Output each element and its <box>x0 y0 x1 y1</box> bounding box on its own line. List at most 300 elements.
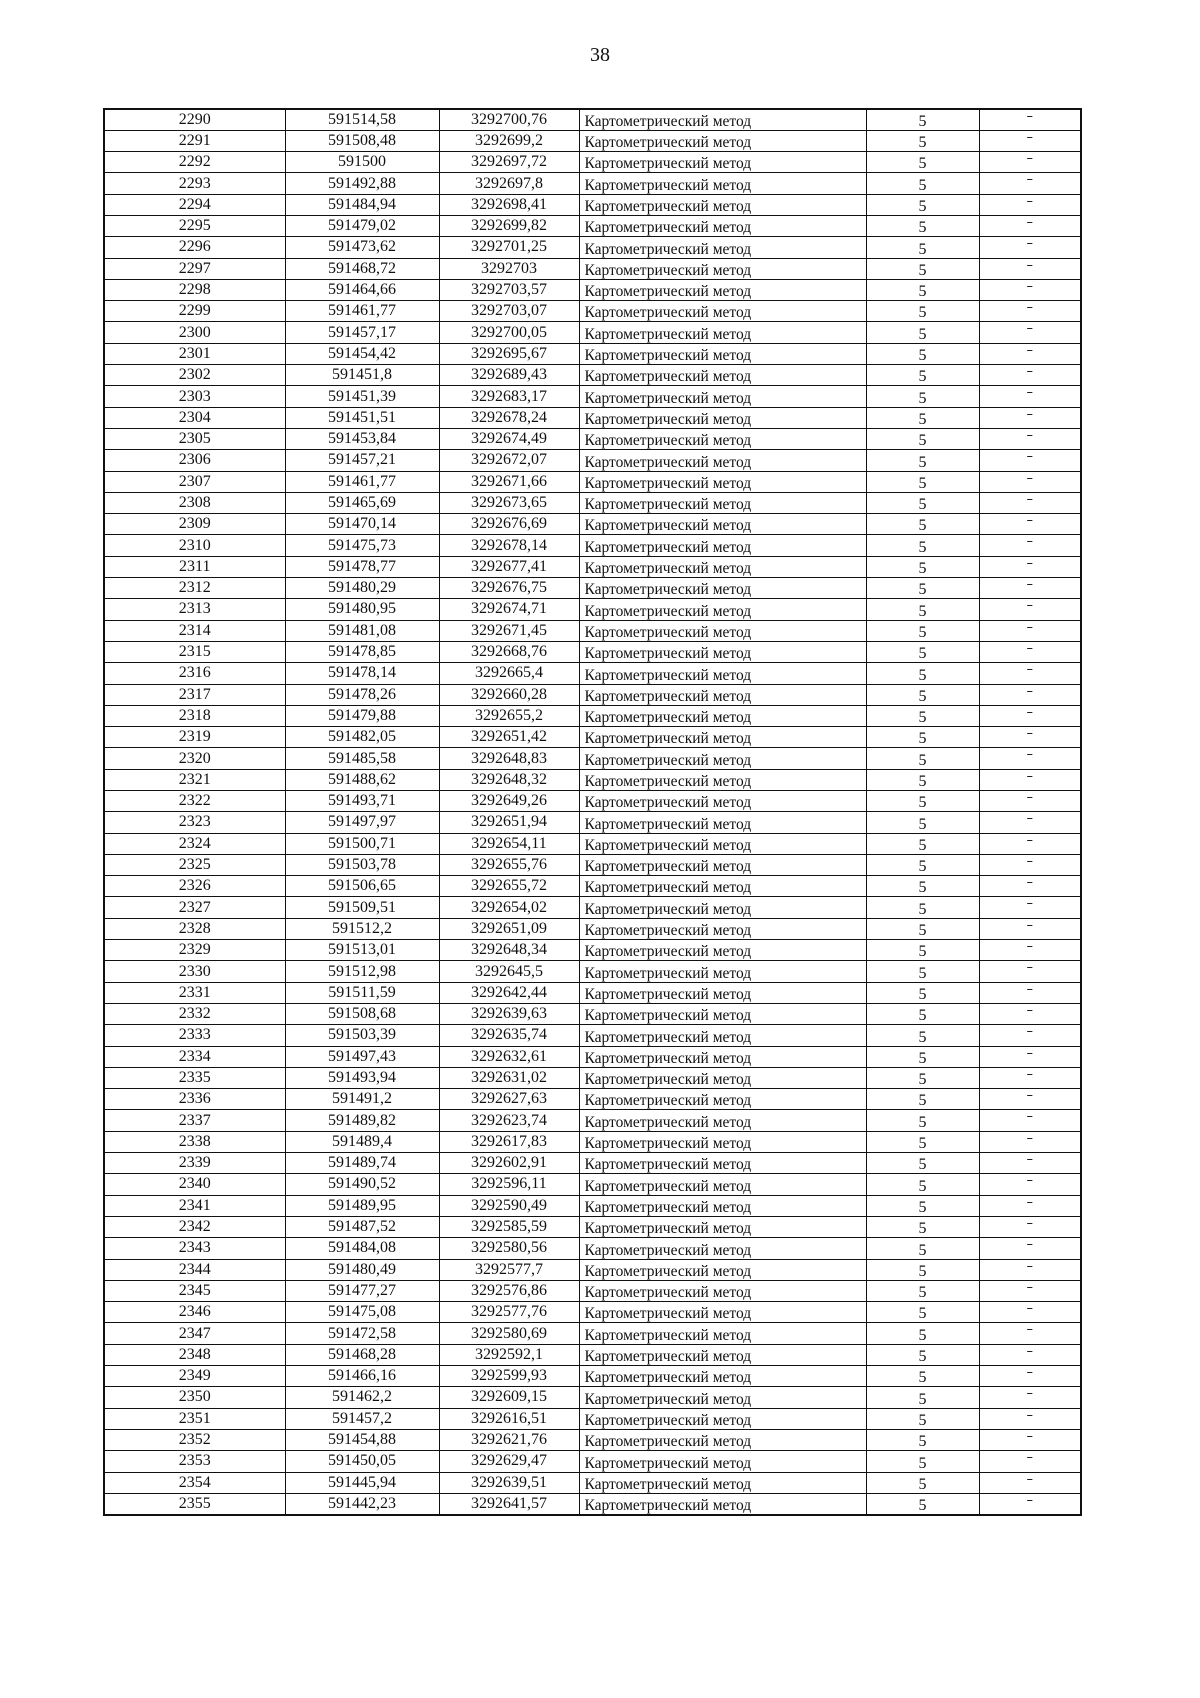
y-coordinate-cell: 3292596,11 <box>439 1174 579 1195</box>
table-row <box>104 1195 1081 1216</box>
accuracy-cell: 5 <box>866 492 979 513</box>
point-number-cell: 2354 <box>104 1472 285 1493</box>
method-cell: Картометрический метод <box>579 791 866 812</box>
table-row <box>104 1323 1081 1344</box>
description-cell: – <box>979 194 1081 215</box>
y-coordinate-cell: 3292627,63 <box>439 1089 579 1110</box>
x-coordinate-cell: 591489,4 <box>285 1131 439 1152</box>
description-cell: – <box>979 705 1081 726</box>
x-coordinate-cell: 591472,58 <box>285 1323 439 1344</box>
point-number-cell: 2345 <box>104 1280 285 1301</box>
method-cell: Картометрический метод <box>579 1493 866 1514</box>
point-number-cell: 2337 <box>104 1110 285 1131</box>
y-coordinate-cell: 3292699,2 <box>439 130 579 151</box>
y-coordinate-cell: 3292678,14 <box>439 535 579 556</box>
point-number-cell: 2347 <box>104 1323 285 1344</box>
x-coordinate-cell: 591480,95 <box>285 599 439 620</box>
x-coordinate-cell: 591493,94 <box>285 1067 439 1088</box>
accuracy-cell: 5 <box>866 1089 979 1110</box>
y-coordinate-cell: 3292651,94 <box>439 812 579 833</box>
x-coordinate-cell: 591506,65 <box>285 876 439 897</box>
description-cell: – <box>979 918 1081 939</box>
description-cell: – <box>979 152 1081 173</box>
method-cell: Картометрический метод <box>579 1067 866 1088</box>
point-number-cell: 2305 <box>104 428 285 449</box>
point-number-cell: 2291 <box>104 130 285 151</box>
x-coordinate-cell: 591453,84 <box>285 428 439 449</box>
table-row <box>104 1025 1081 1046</box>
x-coordinate-cell: 591475,73 <box>285 535 439 556</box>
method-cell: Картометрический метод <box>579 535 866 556</box>
table-row <box>104 1089 1081 1110</box>
y-coordinate-cell: 3292671,66 <box>439 471 579 492</box>
accuracy-cell: 5 <box>866 1429 979 1450</box>
point-number-cell: 2333 <box>104 1025 285 1046</box>
y-coordinate-cell: 3292617,83 <box>439 1131 579 1152</box>
method-cell: Картометрический метод <box>579 1472 866 1493</box>
y-coordinate-cell: 3292631,02 <box>439 1067 579 1088</box>
method-cell: Картометрический метод <box>579 684 866 705</box>
table-row <box>104 109 1081 130</box>
method-cell: Картометрический метод <box>579 812 866 833</box>
description-cell: – <box>979 535 1081 556</box>
y-coordinate-cell: 3292649,26 <box>439 791 579 812</box>
y-coordinate-cell: 3292668,76 <box>439 641 579 662</box>
y-coordinate-cell: 3292639,63 <box>439 1003 579 1024</box>
x-coordinate-cell: 591468,72 <box>285 258 439 279</box>
table-row <box>104 1216 1081 1237</box>
y-coordinate-cell: 3292676,69 <box>439 514 579 535</box>
method-cell: Картометрический метод <box>579 1323 866 1344</box>
method-cell: Картометрический метод <box>579 1280 866 1301</box>
y-coordinate-cell: 3292580,56 <box>439 1238 579 1259</box>
y-coordinate-cell: 3292602,91 <box>439 1153 579 1174</box>
description-cell: – <box>979 471 1081 492</box>
x-coordinate-cell: 591512,98 <box>285 961 439 982</box>
point-number-cell: 2315 <box>104 641 285 662</box>
accuracy-cell: 5 <box>866 152 979 173</box>
description-cell: – <box>979 1302 1081 1323</box>
accuracy-cell: 5 <box>866 791 979 812</box>
accuracy-cell: 5 <box>866 194 979 215</box>
y-coordinate-cell: 3292703 <box>439 258 579 279</box>
table-row <box>104 940 1081 961</box>
y-coordinate-cell: 3292700,05 <box>439 322 579 343</box>
table-row <box>104 897 1081 918</box>
description-cell: – <box>979 769 1081 790</box>
accuracy-cell: 5 <box>866 1110 979 1131</box>
y-coordinate-cell: 3292590,49 <box>439 1195 579 1216</box>
x-coordinate-cell: 591466,16 <box>285 1366 439 1387</box>
accuracy-cell: 5 <box>866 428 979 449</box>
method-cell: Картометрический метод <box>579 471 866 492</box>
description-cell: – <box>979 1195 1081 1216</box>
description-cell: – <box>979 492 1081 513</box>
method-cell: Картометрический метод <box>579 1089 866 1110</box>
method-cell: Картометрический метод <box>579 386 866 407</box>
table-row <box>104 769 1081 790</box>
point-number-cell: 2309 <box>104 514 285 535</box>
description-cell: – <box>979 428 1081 449</box>
x-coordinate-cell: 591480,29 <box>285 578 439 599</box>
point-number-cell: 2334 <box>104 1046 285 1067</box>
point-number-cell: 2351 <box>104 1408 285 1429</box>
accuracy-cell: 5 <box>866 258 979 279</box>
accuracy-cell: 5 <box>866 748 979 769</box>
method-cell: Картометрический метод <box>579 492 866 513</box>
x-coordinate-cell: 591488,62 <box>285 769 439 790</box>
method-cell: Картометрический метод <box>579 876 866 897</box>
description-cell: – <box>979 663 1081 684</box>
description-cell: – <box>979 173 1081 194</box>
accuracy-cell: 5 <box>866 279 979 300</box>
accuracy-cell: 5 <box>866 727 979 748</box>
description-cell: – <box>979 1472 1081 1493</box>
method-cell: Картометрический метод <box>579 1408 866 1429</box>
method-cell: Картометрический метод <box>579 343 866 364</box>
description-cell: – <box>979 876 1081 897</box>
accuracy-cell: 5 <box>866 1280 979 1301</box>
accuracy-cell: 5 <box>866 1302 979 1323</box>
point-number-cell: 2339 <box>104 1153 285 1174</box>
y-coordinate-cell: 3292641,57 <box>439 1493 579 1514</box>
table-row <box>104 343 1081 364</box>
description-cell: – <box>979 1493 1081 1514</box>
table-row <box>104 556 1081 577</box>
y-coordinate-cell: 3292623,74 <box>439 1110 579 1131</box>
description-cell: – <box>979 727 1081 748</box>
table-row <box>104 1174 1081 1195</box>
accuracy-cell: 5 <box>866 109 979 130</box>
x-coordinate-cell: 591482,05 <box>285 727 439 748</box>
y-coordinate-cell: 3292577,76 <box>439 1302 579 1323</box>
accuracy-cell: 5 <box>866 918 979 939</box>
x-coordinate-cell: 591477,27 <box>285 1280 439 1301</box>
point-number-cell: 2314 <box>104 620 285 641</box>
accuracy-cell: 5 <box>866 1323 979 1344</box>
description-cell: – <box>979 1408 1081 1429</box>
y-coordinate-cell: 3292703,57 <box>439 279 579 300</box>
point-number-cell: 2294 <box>104 194 285 215</box>
point-number-cell: 2344 <box>104 1259 285 1280</box>
accuracy-cell: 5 <box>866 471 979 492</box>
y-coordinate-cell: 3292701,25 <box>439 237 579 258</box>
x-coordinate-cell: 591513,01 <box>285 940 439 961</box>
y-coordinate-cell: 3292654,02 <box>439 897 579 918</box>
description-cell: – <box>979 599 1081 620</box>
y-coordinate-cell: 3292635,74 <box>439 1025 579 1046</box>
point-number-cell: 2301 <box>104 343 285 364</box>
description-cell: – <box>979 684 1081 705</box>
x-coordinate-cell: 591461,77 <box>285 471 439 492</box>
x-coordinate-cell: 591514,58 <box>285 109 439 130</box>
y-coordinate-cell: 3292655,2 <box>439 705 579 726</box>
accuracy-cell: 5 <box>866 940 979 961</box>
description-cell: – <box>979 258 1081 279</box>
description-cell: – <box>979 1131 1081 1152</box>
point-number-cell: 2306 <box>104 450 285 471</box>
table-row <box>104 1451 1081 1472</box>
x-coordinate-cell: 591489,95 <box>285 1195 439 1216</box>
point-number-cell: 2312 <box>104 578 285 599</box>
table-row <box>104 365 1081 386</box>
table-row <box>104 301 1081 322</box>
accuracy-cell: 5 <box>866 641 979 662</box>
accuracy-cell: 5 <box>866 215 979 236</box>
x-coordinate-cell: 591454,88 <box>285 1429 439 1450</box>
description-cell: – <box>979 1110 1081 1131</box>
method-cell: Картометрический метод <box>579 897 866 918</box>
y-coordinate-cell: 3292599,93 <box>439 1366 579 1387</box>
table-row <box>104 791 1081 812</box>
table-row <box>104 1302 1081 1323</box>
method-cell: Картометрический метод <box>579 1302 866 1323</box>
method-cell: Картометрический метод <box>579 748 866 769</box>
x-coordinate-cell: 591503,78 <box>285 854 439 875</box>
method-cell: Картометрический метод <box>579 1344 866 1365</box>
y-coordinate-cell: 3292673,65 <box>439 492 579 513</box>
x-coordinate-cell: 591442,23 <box>285 1493 439 1514</box>
table-row <box>104 450 1081 471</box>
y-coordinate-cell: 3292695,67 <box>439 343 579 364</box>
method-cell: Картометрический метод <box>579 1195 866 1216</box>
method-cell: Картометрический метод <box>579 109 866 130</box>
method-cell: Картометрический метод <box>579 769 866 790</box>
x-coordinate-cell: 591465,69 <box>285 492 439 513</box>
table-row <box>104 492 1081 513</box>
method-cell: Картометрический метод <box>579 301 866 322</box>
y-coordinate-cell: 3292697,72 <box>439 152 579 173</box>
y-coordinate-cell: 3292677,41 <box>439 556 579 577</box>
accuracy-cell: 5 <box>866 705 979 726</box>
method-cell: Картометрический метод <box>579 1216 866 1237</box>
table-row <box>104 1238 1081 1259</box>
point-number-cell: 2317 <box>104 684 285 705</box>
method-cell: Картометрический метод <box>579 152 866 173</box>
accuracy-cell: 5 <box>866 599 979 620</box>
table-row <box>104 471 1081 492</box>
description-cell: – <box>979 407 1081 428</box>
y-coordinate-cell: 3292703,07 <box>439 301 579 322</box>
y-coordinate-cell: 3292674,71 <box>439 599 579 620</box>
coordinates-table <box>103 108 1082 1516</box>
description-cell: – <box>979 620 1081 641</box>
description-cell: – <box>979 1153 1081 1174</box>
method-cell: Картометрический метод <box>579 1174 866 1195</box>
table-row <box>104 386 1081 407</box>
table-row <box>104 982 1081 1003</box>
description-cell: – <box>979 982 1081 1003</box>
y-coordinate-cell: 3292648,83 <box>439 748 579 769</box>
description-cell: – <box>979 514 1081 535</box>
x-coordinate-cell: 591457,17 <box>285 322 439 343</box>
accuracy-cell: 5 <box>866 1216 979 1237</box>
method-cell: Картометрический метод <box>579 130 866 151</box>
table-row <box>104 918 1081 939</box>
x-coordinate-cell: 591509,51 <box>285 897 439 918</box>
y-coordinate-cell: 3292580,69 <box>439 1323 579 1344</box>
x-coordinate-cell: 591479,88 <box>285 705 439 726</box>
point-number-cell: 2303 <box>104 386 285 407</box>
method-cell: Картометрический метод <box>579 1153 866 1174</box>
point-number-cell: 2341 <box>104 1195 285 1216</box>
table-row <box>104 535 1081 556</box>
table-row <box>104 1408 1081 1429</box>
y-coordinate-cell: 3292698,41 <box>439 194 579 215</box>
x-coordinate-cell: 591500,71 <box>285 833 439 854</box>
table-row <box>104 1387 1081 1408</box>
point-number-cell: 2329 <box>104 940 285 961</box>
description-cell: – <box>979 641 1081 662</box>
accuracy-cell: 5 <box>866 237 979 258</box>
description-cell: – <box>979 1280 1081 1301</box>
y-coordinate-cell: 3292674,49 <box>439 428 579 449</box>
description-cell: – <box>979 1025 1081 1046</box>
table-row <box>104 215 1081 236</box>
method-cell: Картометрический метод <box>579 322 866 343</box>
x-coordinate-cell: 591492,88 <box>285 173 439 194</box>
description-cell: – <box>979 1323 1081 1344</box>
method-cell: Картометрический метод <box>579 727 866 748</box>
description-cell: – <box>979 237 1081 258</box>
y-coordinate-cell: 3292609,15 <box>439 1387 579 1408</box>
method-cell: Картометрический метод <box>579 1387 866 1408</box>
point-number-cell: 2300 <box>104 322 285 343</box>
description-cell: – <box>979 854 1081 875</box>
description-cell: – <box>979 1046 1081 1067</box>
point-number-cell: 2299 <box>104 301 285 322</box>
x-coordinate-cell: 591462,2 <box>285 1387 439 1408</box>
description-cell: – <box>979 897 1081 918</box>
method-cell: Картометрический метод <box>579 279 866 300</box>
accuracy-cell: 5 <box>866 812 979 833</box>
point-number-cell: 2320 <box>104 748 285 769</box>
table-row <box>104 1153 1081 1174</box>
accuracy-cell: 5 <box>866 897 979 918</box>
method-cell: Картометрический метод <box>579 556 866 577</box>
point-number-cell: 2343 <box>104 1238 285 1259</box>
point-number-cell: 2340 <box>104 1174 285 1195</box>
method-cell: Картометрический метод <box>579 1003 866 1024</box>
table-row <box>104 1429 1081 1450</box>
point-number-cell: 2324 <box>104 833 285 854</box>
accuracy-cell: 5 <box>866 173 979 194</box>
x-coordinate-cell: 591475,08 <box>285 1302 439 1323</box>
y-coordinate-cell: 3292651,42 <box>439 727 579 748</box>
y-coordinate-cell: 3292654,11 <box>439 833 579 854</box>
accuracy-cell: 5 <box>866 1238 979 1259</box>
description-cell: – <box>979 1344 1081 1365</box>
description-cell: – <box>979 130 1081 151</box>
table-row <box>104 514 1081 535</box>
point-number-cell: 2353 <box>104 1451 285 1472</box>
table-row <box>104 663 1081 684</box>
x-coordinate-cell: 591508,68 <box>285 1003 439 1024</box>
x-coordinate-cell: 591478,85 <box>285 641 439 662</box>
point-number-cell: 2331 <box>104 982 285 1003</box>
x-coordinate-cell: 591485,58 <box>285 748 439 769</box>
point-number-cell: 2316 <box>104 663 285 684</box>
description-cell: – <box>979 450 1081 471</box>
table-row <box>104 1110 1081 1131</box>
description-cell: – <box>979 1259 1081 1280</box>
x-coordinate-cell: 591490,52 <box>285 1174 439 1195</box>
x-coordinate-cell: 591457,21 <box>285 450 439 471</box>
y-coordinate-cell: 3292577,7 <box>439 1259 579 1280</box>
y-coordinate-cell: 3292639,51 <box>439 1472 579 1493</box>
x-coordinate-cell: 591457,2 <box>285 1408 439 1429</box>
accuracy-cell: 5 <box>866 322 979 343</box>
x-coordinate-cell: 591489,74 <box>285 1153 439 1174</box>
method-cell: Картометрический метод <box>579 173 866 194</box>
table-row <box>104 258 1081 279</box>
y-coordinate-cell: 3292697,8 <box>439 173 579 194</box>
x-coordinate-cell: 591468,28 <box>285 1344 439 1365</box>
method-cell: Картометрический метод <box>579 705 866 726</box>
point-number-cell: 2352 <box>104 1429 285 1450</box>
accuracy-cell: 5 <box>866 1153 979 1174</box>
point-number-cell: 2335 <box>104 1067 285 1088</box>
table-row <box>104 578 1081 599</box>
table-row <box>104 854 1081 875</box>
table-row <box>104 1493 1081 1514</box>
description-cell: – <box>979 1429 1081 1450</box>
table-row <box>104 1046 1081 1067</box>
point-number-cell: 2348 <box>104 1344 285 1365</box>
accuracy-cell: 5 <box>866 1259 979 1280</box>
y-coordinate-cell: 3292683,17 <box>439 386 579 407</box>
point-number-cell: 2313 <box>104 599 285 620</box>
method-cell: Картометрический метод <box>579 1259 866 1280</box>
table-row <box>104 194 1081 215</box>
coordinates-table-body <box>104 109 1081 1515</box>
x-coordinate-cell: 591481,08 <box>285 620 439 641</box>
accuracy-cell: 5 <box>866 769 979 790</box>
x-coordinate-cell: 591461,77 <box>285 301 439 322</box>
point-number-cell: 2342 <box>104 1216 285 1237</box>
method-cell: Картометрический метод <box>579 1046 866 1067</box>
accuracy-cell: 5 <box>866 386 979 407</box>
method-cell: Картометрический метод <box>579 194 866 215</box>
table-row <box>104 876 1081 897</box>
method-cell: Картометрический метод <box>579 854 866 875</box>
accuracy-cell: 5 <box>866 1195 979 1216</box>
description-cell: – <box>979 1238 1081 1259</box>
accuracy-cell: 5 <box>866 1387 979 1408</box>
description-cell: – <box>979 961 1081 982</box>
accuracy-cell: 5 <box>866 1493 979 1514</box>
description-cell: – <box>979 215 1081 236</box>
x-coordinate-cell: 591491,2 <box>285 1089 439 1110</box>
accuracy-cell: 5 <box>866 854 979 875</box>
method-cell: Картометрический метод <box>579 940 866 961</box>
description-cell: – <box>979 1451 1081 1472</box>
accuracy-cell: 5 <box>866 343 979 364</box>
table-row <box>104 1280 1081 1301</box>
description-cell: – <box>979 940 1081 961</box>
x-coordinate-cell: 591478,77 <box>285 556 439 577</box>
description-cell: – <box>979 343 1081 364</box>
table-row <box>104 620 1081 641</box>
method-cell: Картометрический метод <box>579 1238 866 1259</box>
point-number-cell: 2330 <box>104 961 285 982</box>
y-coordinate-cell: 3292642,44 <box>439 982 579 1003</box>
table-row <box>104 1366 1081 1387</box>
table-row <box>104 705 1081 726</box>
method-cell: Картометрический метод <box>579 982 866 1003</box>
method-cell: Картометрический метод <box>579 450 866 471</box>
description-cell: – <box>979 812 1081 833</box>
